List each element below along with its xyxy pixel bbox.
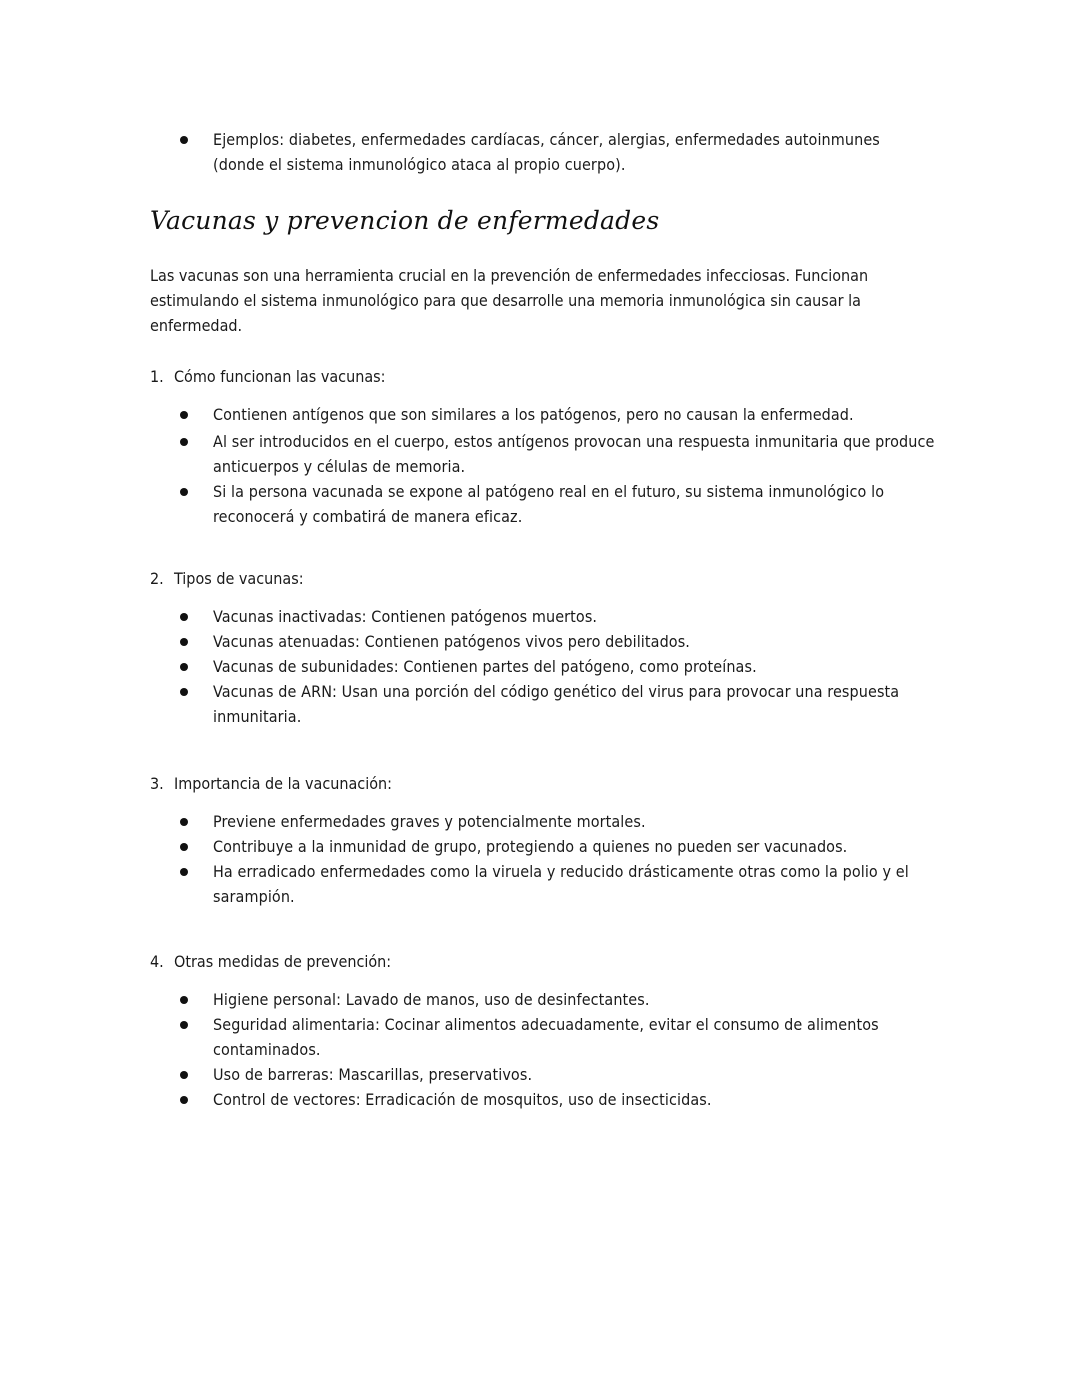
section-vaccination-importance (150, 771, 940, 909)
section-bullet-list (213, 987, 943, 1112)
list-item-text: Ejemplos: diabetes, enfermedades cardíacas, cáncer, alergias, enfermedades autoinmunes (donde el sistema inmunológico ataca al propio cuerpo). (213, 130, 880, 174)
bullet-dot-icon (180, 638, 188, 646)
section-how-vaccines-work (150, 364, 940, 529)
list-item-text: Control de vectores: Erradicación de mosquitos, uso de insecticidas. (213, 1090, 712, 1109)
section-other-prevention (150, 949, 940, 1112)
bullet-dot-icon (180, 1096, 188, 1104)
list-item (213, 1062, 943, 1087)
list-item (213, 987, 943, 1012)
section-title-text: Importancia de la vacunación: (174, 774, 392, 793)
section-bullet-list (213, 604, 943, 729)
bullet-dot-icon (180, 488, 188, 496)
section-vaccine-types (150, 566, 940, 729)
list-item-text: Vacunas de ARN: Usan una porción del código genético del virus para provocar una respuesta inmunitaria. (213, 682, 900, 726)
list-item-text: Vacunas de subunidades: Contienen partes del patógeno, como proteínas. (213, 657, 757, 676)
bullet-dot-icon (180, 818, 188, 826)
list-item-text: Si la persona vacunada se expone al patógeno real en el futuro, su sistema inmunológico lo reconocerá y combatirá de manera eficaz. (213, 482, 885, 526)
list-item (213, 629, 943, 654)
section-title-text: Otras medidas de prevención: (174, 952, 392, 971)
section-title-text: Cómo funcionan las vacunas: (174, 367, 386, 386)
list-item-text: Contribuye a la inmunidad de grupo, protegiendo a quienes no pueden ser vacunados. (213, 837, 848, 856)
bullet-dot-icon (180, 1071, 188, 1079)
list-item (213, 654, 943, 679)
bullet-dot-icon (180, 613, 188, 621)
list-item-text: Seguridad alimentaria: Cocinar alimentos adecuadamente, evitar el consumo de alimentos contaminados. (213, 1015, 879, 1059)
section-title (150, 771, 940, 796)
list-item-text: Ha erradicado enfermedades como la viruela y reducido drásticamente otras como la polio y el sarampión. (213, 862, 909, 906)
bullet-dot-icon (180, 996, 188, 1004)
list-item (213, 429, 943, 479)
intro-paragraph: Las vacunas son una herramienta crucial en la prevención de enfermedades infecciosas. Funcionan estimulando el sistema inmunológico para que desarrolle una memoria inmunológica sin causar la enfermedad. (150, 266, 869, 335)
list-item (213, 809, 943, 834)
bullet-dot-icon (180, 663, 188, 671)
section-title (150, 364, 940, 389)
examples-list (213, 127, 933, 177)
bullet-dot-icon (180, 688, 188, 696)
section-number: 4. (150, 952, 164, 971)
list-item (213, 604, 943, 629)
bullet-dot-icon (180, 843, 188, 851)
list-item (213, 1012, 943, 1062)
list-item (213, 479, 943, 529)
list-item (213, 679, 943, 729)
list-item-text: Uso de barreras: Mascarillas, preservativos. (213, 1065, 533, 1084)
list-item-text: Previene enfermedades graves y potencialmente mortales. (213, 812, 646, 831)
list-item-text: Al ser introducidos en el cuerpo, estos antígenos provocan una respuesta inmunitaria que produce anticuerpos y células de memoria. (213, 432, 935, 476)
list-item-text: Vacunas inactivadas: Contienen patógenos muertos. (213, 607, 598, 626)
list-item-text: Vacunas atenuadas: Contienen patógenos vivos pero debilitados. (213, 632, 690, 651)
section-title (150, 949, 940, 974)
section-title-text: Tipos de vacunas: (174, 569, 304, 588)
section-heading: Vacunas y prevencion de enfermedades (150, 206, 660, 235)
list-item-text: Contienen antígenos que son similares a los patógenos, pero no causan la enfermedad. (213, 405, 854, 424)
bullet-dot-icon (180, 868, 188, 876)
section-number: 1. (150, 367, 164, 386)
bullet-dot-icon (180, 1021, 188, 1029)
list-item (213, 859, 943, 909)
section-bullet-list (213, 402, 943, 529)
list-item-text: Higiene personal: Lavado de manos, uso de desinfectantes. (213, 990, 650, 1009)
section-number: 2. (150, 569, 164, 588)
list-item (213, 127, 933, 177)
bullet-dot-icon (180, 438, 188, 446)
list-item (213, 834, 943, 859)
bullet-dot-icon (180, 136, 188, 144)
section-number: 3. (150, 774, 164, 793)
bullet-dot-icon (180, 411, 188, 419)
section-title (150, 566, 940, 591)
list-item (213, 402, 943, 427)
list-item (213, 1087, 943, 1112)
section-bullet-list (213, 809, 943, 909)
